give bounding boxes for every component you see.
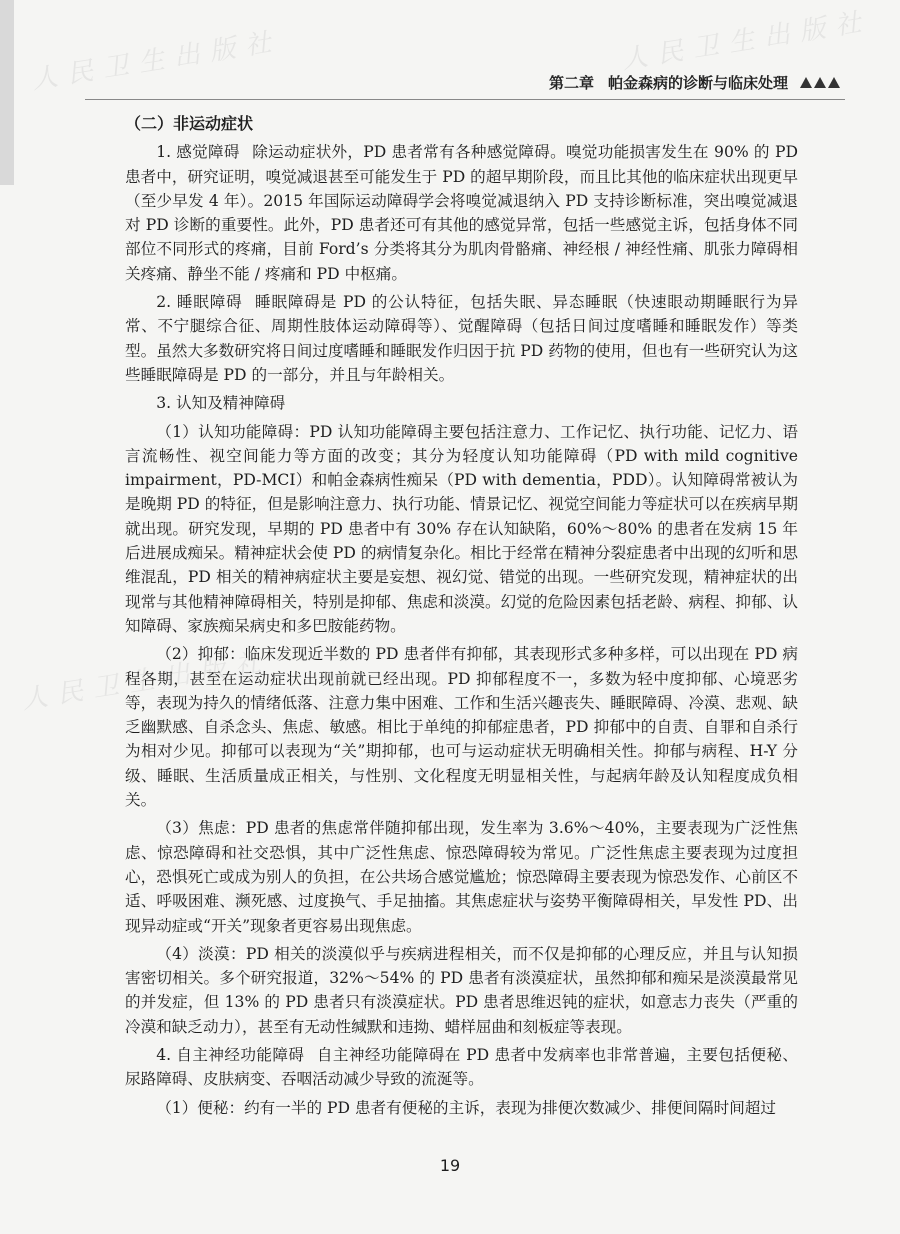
chapter-title: 帕金森病的诊断与临床处理	[607, 74, 788, 92]
paragraph: （4）淡漠：PD 相关的淡漠似乎与疾病进程相关，而不仅是抑郁的心理反应，并且与认知损害密切相关。多个研究报道，32%～54% 的 PD 患者有淡漠症状，虽然抑郁和痴呆是淡漠最常见的并发症，但 13% 的 PD 患者只有淡漠症状。PD 患者思维迟钝的症状，如意志力丧失（严重的冷漠和缺乏动力），甚至有无动性缄默和违拗、蜡样屈曲和刻板症等表现。	[125, 944, 798, 1036]
watermark: 人民卫生出版社	[29, 26, 284, 96]
page-edge-bar	[0, 0, 14, 185]
paragraph: （1）便秘：约有一半的 PD 患者有便秘的主诉，表现为排便次数减少、排便间隔时间超过	[156, 1098, 776, 1117]
paragraph: 2. 睡眠障碍 睡眠障碍是 PD 的公认特征，包括失眠、异态睡眠（快速眼动期睡眠行为异常、不宁腿综合征、周期性肢体运动障碍等）、觉醒障碍（包括日间过度嗜睡和睡眠发作）等类型。虽然大多数研究将日间过度嗜睡和睡眠发作归因于抗 PD 药物的使用，但也有一些研究认为这些睡眠障碍是 PD 的一部分，并且与年龄相关。	[125, 293, 798, 384]
running-header	[540, 72, 840, 93]
paragraph: （2）抑郁：临床发现近半数的 PD 患者伴有抑郁，其表现形式多种多样，可以出现在 PD 病程各期，甚至在运动症状出现前就已经出现。PD 抑郁程度不一，多数为轻中度抑郁、心境恶劣等，表现为持久的情绪低落、注意力集中困难、工作和生活兴趣丧失、睡眠障碍、冷漠、悲观、缺乏幽默感、自杀念头、焦虑、敏感。相比于单纯的抑郁症患者，PD 抑郁中的自责、自罪和自杀行为相对少见。抑郁可以表现为“关”期抑郁，也可与运动症状无明确相关性。抑郁与病程、H-Y 分级、睡眠、生活质量成正相关，与性别、文化程度无明显相关性，与起病年龄及认知程度成负相关。	[125, 645, 798, 810]
paragraph: 4. 自主神经功能障碍 自主神经功能障碍在 PD 患者中发病率也非常普遍，主要包括便秘、尿路障碍、皮肤病变、吞咽活动减少导致的流涎等。	[125, 1045, 798, 1089]
section-title: （二）非运动症状	[125, 114, 254, 133]
watermark: 人民卫生出版社	[619, 6, 874, 76]
header-rule	[85, 99, 845, 100]
paragraph: （3）焦虑：PD 患者的焦虑常伴随抑郁出现，发生率为 3.6%～40%，主要表现为广泛性焦虑、惊恐障碍和社交恐惧，其中广泛性焦虑、惊恐障碍较为常见。广泛性焦虑主要表现为过度担心，恐惧死亡或成为别人的负担，在公共场合感觉尴尬；惊恐障碍主要表现为惊恐发作、心前区不适、呼吸困难、濒死感、过度换气、手足抽搐。其焦虑症状与姿势平衡障碍相关，早发性 PD、出现异动症或“开关”现象者更容易出现焦虑。	[125, 819, 798, 935]
paragraph: 3. 认知及精神障碍	[156, 394, 286, 413]
paragraph: （1）认知功能障碍：PD 认知功能障碍主要包括注意力、工作记忆、执行功能、记忆力、语言流畅性、视空间能力等方面的改变；其分为轻度认知功能障碍（PD with mild cognitive impairment，PD-MCI）和帕金森病性痴呆（PD with dementia，PDD）。认知障碍常被认为是晚期 PD 的特征，但是影响注意力、执行功能、情景记忆、视觉空间能力等症状可以在疾病早期就出现。研究发现，早期的 PD 患者中有 30% 存在认知缺陷，60%～80% 的患者在发病 15 年后进展成痴呆。精神症状会使 PD 的病情复杂化。相比于经常在精神分裂症患者中出现的幻听和思维混乱，PD 相关的精神病症状主要是妄想、视幻觉、错觉的出现。一些研究发现，精神症状的出现常与其他精神障碍相关，特别是抑郁、焦虑和淡漠。幻觉的危险因素包括老龄、病程、抑郁、认知障碍、家族痴呆病史和多巴胺能药物。	[125, 422, 798, 635]
triangle-arrows-icon	[798, 77, 840, 88]
watermark: 人民卫生出版社	[19, 646, 274, 716]
paragraph: 1. 感觉障碍 除运动症状外，PD 患者常有各种感觉障碍。嗅觉功能损害发生在 90% 的 PD 患者中，研究证明，嗅觉减退甚至可能发生于 PD 的超早期阶段，而且比其他的临床症状出现更早（至少早发 4 年）。2015 年国际运动障碍学会将嗅觉减退纳入 PD 支持诊断标准，突出嗅觉减退对 PD 诊断的重要性。此外，PD 患者还可有其他的感觉异常，包括一些感觉主诉，包括身体不同部位不同形式的疼痛，目前 Ford’s 分类将其分为肌肉骨骼痛、神经根 / 神经性痛、肌张力障碍相关疼痛、静坐不能 / 疼痛和 PD 中枢痛。	[125, 143, 798, 283]
chapter-label: 第二章	[548, 74, 594, 92]
page-content	[125, 112, 798, 1124]
page-number: 19	[439, 1156, 461, 1175]
